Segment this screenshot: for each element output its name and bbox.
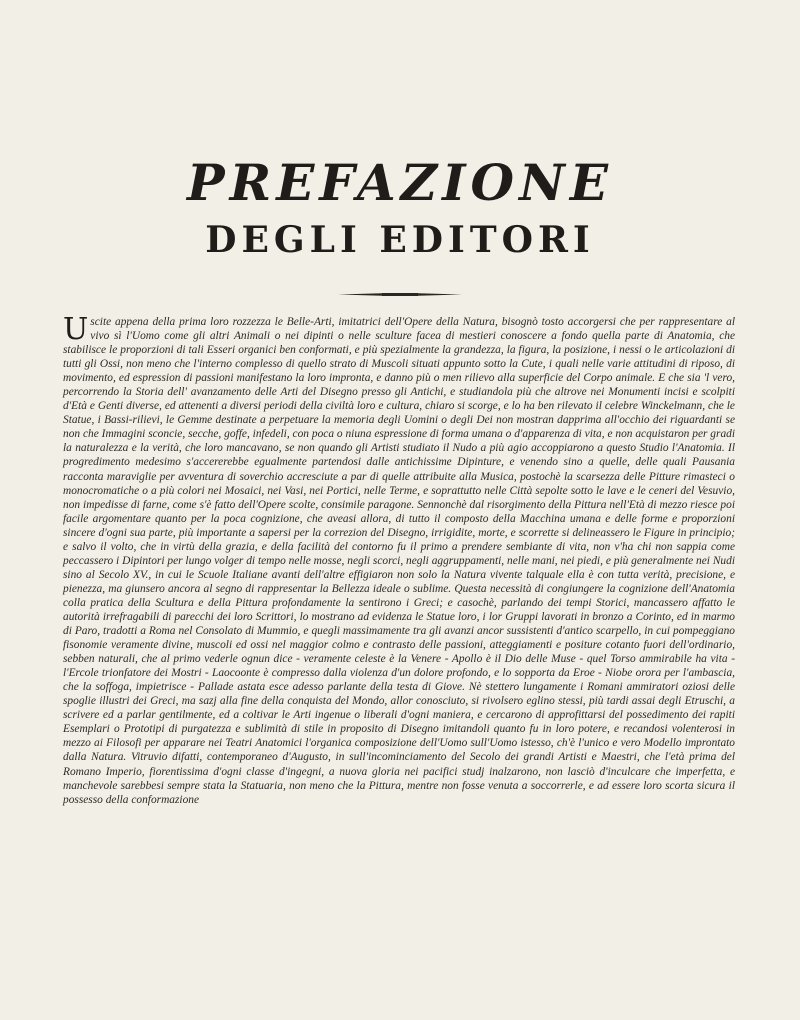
page-subtitle: DEGLI EDITORI [205,219,595,261]
preface-text: scite appena della prima loro rozzezza le Belle-Arti, imitatrici dell'Opere della Natura, bisognò tosto accorgersi che per rappresentare al vivo sì l'Uomo come gli altri Animali o nei dipinti o nelle sculture facea di mestieri conoscere a fondo quella parte di Anatomia, che stabilisce le proporzioni di tali Esseri organici ben conformati, e più spezialmente la grandezza, la figura, la posizione, i nessi o le articolazioni di tutti gli Ossi, non meno che l'interno complesso di quello strato di Muscoli situati appunto sotto la Cute, i quali nelle varie attitudini di riposo, di movimento, ed espression di passioni manifestano la loro impronta, e danno più o men rilievo alla superficie del Corpo animale. E che sia 'l vero, percorrendo la Storia dell' avanzamento delle Arti del Disegno presso gli Antichi, e studiandola più che altrove nei Monumenti incisi e scolpiti d'Età e Genti diverse, ed attenenti a diversi periodi della civiltà loro e cultura, chiaro si scorge, e lo ha ben rilevato il celebre Winckelmann, che le Statue, i Bassi-rilievi, le Gemme destinate a perpetuare la memoria degli Uomini o degli Dei non mostran dapprima all'occhio dei riguardanti se non che Immagini sconcie, secche, goffe, infedeli, con poca o niuna espressione di forma umana o d'apparenza di vita, e non acquistaron per gradi la naturalezza e la verità, che loro mancavano, se non quando gli Artisti studiato il Nudo a più agio accoppiarono a questo Studio l'Anatomia. Il progredimento medesimo s'accererebbe egualmente partendosi dalle antichissime Dipinture, e venendo sino a quelle, delle quali Pausania racconta maraviglie per avventura di soverchio accresciute a par di quelle attribuite alla Musica, postochè la scarsezza delle Pitture rimasteci o monocromatiche o a più colori nei Mosaici, nei Vasi, nei Portici, nelle Terme, e soprattutto nelle Città sepolte sotto le lave e le ceneri del Vesuvio, non impedisse di farne, come s'è fatto dell'Opere scolte, consimile paragone. Sennonchè dal risorgimento della Pittura nell'Età di mezzo riesce poi facile argomentare quanto per la poca cognizione, che aveasi allora, di tutto il composto della Macchina umana e delle forme e proporzioni sincere d'ogni sua parte, più importante a sapersi per la correzion del Disegno, irrigidite, morte, e scorrette si delineassero le Figure in principio; e salvo il volto, che in virtù della grazia, e della facilità del contorno fu il primo a prendere sembiante di vita, non v'ha chi non sappia come peccassero i Dipintori per lungo volger di tempo nelle mosse, negli scorci, negli aggruppamenti, nelle mani, nei piedi, e più generalmente nei Nudi sino al Secolo XV., in cui le Scuole Italiane avanti dell'altre effigiaron non solo la Natura vivente talquale ella è con tutta verità, precisione, e pienezza, ma giunsero ancora al segno di rappresentar la Bellezza ideale o sublime. Questa necessità di congiungere la cognizione dell'Anatomia colla pratica della Scultura e della Pittura profondamente la sentirono i Greci; e casochè, parlando dei tempi Storici, mancassero affatto le autorità irrefragabili di parecchi dei loro Scrittori, lo mostrano ad evidenza le Statue loro, i lor Gruppi lavorati in bronzo a Corinto, ed in marmo di Paro, tradotti a Roma nel Consolato di Mummio, e quegli massimamente tra gli avanzi ancor sussistenti d'antico scarpello, in cui pompeggiano fisonomie veramente divine, muscoli ed ossi nel maggior colmo e contrasto delle passioni, atteggiamenti e positure cotanto fuori dell'ordinario, sebben naturali, che al primo vederle ognun dice - veramente celeste è la Venere - Apollo è il Dio delle Muse - quel Torso ammirabile ha vita - l'Ercole trionfatore dei Mostri - Laocoonte è compresso dalla violenza d'un dolore profondo, e lo sopporta da Eroe - Niobe orora per l'ambascia, che la soffoga, impietrisce - Pallade astata esce adesso parlante della testa di Giove. Nè stettero lungamente i Romani ammiratori oziosi delle spoglie illustri dei Greci, ma sazj alla fine della conquista del Mondo, allor conosciuto, si rivolsero eglino stessi, più tardi assai degli Etruschi, a scrivere ed a parlar gentilmente, ed a coltivar le Arti ingenue o liberali d'ogni maniera, e cercarono di approfittarsi del possedimento dei rapiti Esemplari o Prototipi di purgatezza e sublimità di stile in proposito di Disegno imitandoli quanto fu in loro potere, e recandosi volenterosi in mezzo ai Filosofi per apparare nei Teatri Anatomici l'organica composizione dell'Uomo sull'Uomo istesso, ch'è l'unico e vero Modello improntato dalla Natura. Vitruvio difatti, contemporaneo d'Augusto, in sull'incominciamento del Secolo dei grandi Artisti e Maestri, che l'età prima del Romano Imperio, fiorentissima d'ogni classe d'ingegni, a nuova gloria nei pacifici studj inalzarono, non lasciò d'inculcare che imperfetta, e manchevole sarebbesi sempre stata la Statuaria, non meno che la Pittura, mentre non fosse venuta a soccorrerle, e ad essere loro scorta sicura il possesso della conformazione [63,316,735,806]
drop-cap: U [63,312,89,347]
page-title: PREFAZIONE [187,153,613,212]
preface-body [63,312,735,807]
rule-ornament-icon [338,293,462,296]
